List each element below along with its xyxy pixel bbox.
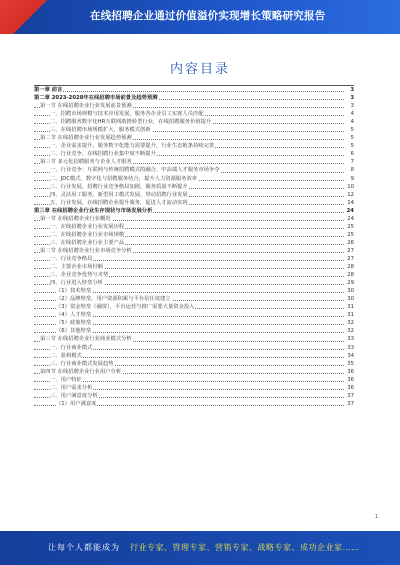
toc-entry-label: （2）品牌壁垒，用户资源积累与平台信任度建立 [56, 296, 171, 303]
toc-entry-label: 一、行业商业模式 [50, 344, 93, 351]
toc-entry[interactable] [34, 150, 354, 158]
report-title: 在线招聘企业通过价值溢价实现增长策略研究报告 [90, 10, 326, 22]
toc-entry[interactable] [34, 231, 354, 239]
toc-entry-page: 4 [350, 119, 354, 126]
toc-entry-page: 32 [347, 328, 354, 335]
toc-entry-page: 29 [347, 280, 354, 287]
toc-entry[interactable] [34, 223, 354, 231]
toc-entry-label: 四、灵活用工服务，新型用工模式发展，带动招聘行业发展 [50, 191, 188, 198]
page-number: 1 [374, 514, 378, 520]
toc-entry[interactable] [34, 199, 354, 207]
toc-entry-page: 7 [350, 159, 354, 166]
toc-entry-label: 第一节 在线招聘企业行业概况 [40, 215, 111, 222]
toc-entry[interactable] [34, 311, 354, 319]
toc-entry-label: 第三节 多元化招聘服务与企业人才服务 [40, 159, 132, 166]
toc-entry-page: 26 [347, 239, 354, 246]
toc-entry-page: 3 [350, 87, 354, 93]
toc-entry-page: 12 [347, 191, 354, 198]
toc-entry[interactable] [34, 110, 354, 118]
toc-entry-page: 37 [347, 400, 354, 407]
toc-entry-page: 14 [347, 199, 354, 206]
toc-entry-label: 三、行业发展，招聘行业竞争格局加剧，服务质量不断提升 [50, 183, 188, 190]
toc-entry[interactable] [34, 319, 354, 327]
toc-leader-dots [34, 91, 344, 92]
toc-entry-page: 4 [350, 111, 354, 118]
toc-entry-label: 第二节 在线招聘企业行业发展趋势预测 [40, 135, 132, 142]
toc-entry[interactable] [34, 118, 354, 126]
toc-entry[interactable] [34, 384, 354, 392]
toc-entry-label: 一、在线招聘企业行业发展历程 [50, 223, 125, 230]
toc-entry-page: 33 [347, 336, 354, 343]
toc-entry[interactable] [34, 295, 354, 303]
toc-entry-page: 5 [350, 135, 354, 142]
footer-roles: 行业专家、管理专家、营销专家、战略专家、成功企业家…… [130, 543, 360, 552]
toc-entry-label: （3）资金壁垒（融资），平台运营与推广需要大量资金投入 [56, 304, 195, 311]
toc-entry-label: 二、主要企业市场份额 [50, 264, 103, 271]
header-red-stripe [0, 0, 52, 34]
toc-entry[interactable] [34, 335, 354, 343]
toc-entry-label: 四、行业进入壁垒分析 [50, 280, 103, 287]
toc-entry[interactable] [34, 303, 354, 311]
toc-entry[interactable] [34, 287, 354, 295]
toc-entry[interactable] [34, 352, 354, 360]
toc-entry-label: （4）人才壁垒 [56, 312, 92, 319]
toc-entry[interactable] [34, 158, 354, 166]
toc-entry[interactable] [34, 191, 354, 199]
toc-entry-page: 37 [347, 392, 354, 399]
toc-entry-label: 二、JDC模式，数字化与招聘服务结合，提升人力资源服务效率 [50, 175, 198, 182]
toc-entry-label: 三、行业商业模式发展趋势 [50, 360, 114, 367]
toc-entry-page: 3 [350, 103, 354, 110]
toc-entry-label: 三、在线招聘企业行业主要产品 [50, 239, 125, 246]
table-of-contents [34, 85, 354, 408]
toc-entry-page: 36 [347, 368, 354, 375]
toc-entry-page: 6 [350, 151, 354, 158]
toc-entry-label: 一、招聘市场规模与技术应用发展，服务各企业员工实现人员匹配 [50, 111, 204, 118]
toc-entry-label: 第二节 在线招聘企业行业市场竞争分析 [40, 247, 132, 254]
toc-entry-label: 二、在线招聘企业行业市场规模 [50, 231, 125, 238]
toc-entry-label: 第二章 2023-2028年在线招聘市场前景及趋势预测 [34, 95, 158, 102]
toc-entry-label: 一、行业竞争格局 [50, 255, 93, 262]
toc-entry[interactable] [34, 166, 354, 174]
toc-entry[interactable] [34, 392, 354, 400]
toc-entry-label: 第三章 在线招聘企业行业生存现状与市场发展分析 [34, 207, 153, 214]
toc-entry[interactable] [34, 94, 354, 102]
toc-entry[interactable] [34, 271, 354, 279]
toc-entry[interactable] [34, 239, 354, 247]
toc-entry[interactable] [34, 175, 354, 183]
toc-entry-page: 31 [347, 312, 354, 319]
toc-entry-page: 3 [350, 95, 354, 102]
toc-entry-label: （1）用户满意度 [56, 400, 97, 407]
toc-entry[interactable] [34, 255, 354, 263]
toc-entry-label: 二、招聘服务数字化HR互联网助推转型行业，在线招聘服务价值提升 [50, 119, 212, 126]
toc-title: 内容目录 [169, 62, 230, 77]
toc-entry-page: 8 [350, 167, 354, 174]
toc-entry[interactable] [34, 207, 354, 215]
toc-entry-label: 三、用户满意度分析 [50, 392, 98, 399]
toc-entry-page: 35 [347, 360, 354, 367]
footer-slogan: 让每个人都能成为 [48, 543, 120, 552]
toc-entry[interactable] [34, 279, 354, 287]
toc-entry[interactable] [34, 263, 354, 271]
toc-entry-page: 27 [347, 247, 354, 254]
toc-entry-label: 二、行业竞争，在线招聘行业集中度不断提升 [50, 151, 156, 158]
toc-entry-page: 5 [350, 143, 354, 150]
toc-entry-label: 第一章 前言 [34, 87, 63, 93]
toc-entry-label: （1）技术壁垒 [56, 288, 92, 295]
toc-entry-page: 24 [347, 215, 354, 222]
toc-entry[interactable] [34, 134, 354, 142]
toc-entry-page: 32 [347, 320, 354, 327]
toc-entry[interactable] [34, 215, 354, 223]
header-banner [0, 0, 400, 34]
toc-entry[interactable] [34, 85, 354, 94]
footer-banner [0, 531, 400, 565]
toc-entry-page: 27 [347, 255, 354, 262]
toc-entry[interactable] [34, 102, 354, 110]
toc-entry-page: 33 [347, 344, 354, 351]
toc-entry[interactable] [34, 376, 354, 384]
toc-entry-page: 28 [347, 272, 354, 279]
toc-entry[interactable] [34, 327, 354, 335]
toc-entry[interactable] [34, 126, 354, 134]
toc-entry[interactable] [34, 247, 354, 255]
toc-entry-page: 30 [347, 296, 354, 303]
toc-entry-label: 二、用户需求分析 [50, 384, 93, 391]
toc-entry-label: 三、企业竞争优势与劣势 [50, 272, 109, 279]
toc-entry[interactable] [34, 142, 354, 150]
toc-entry[interactable] [34, 183, 354, 191]
toc-entry-page: 25 [347, 231, 354, 238]
toc-entry-label: 一、企业需求提升，服务数字化能力需要提升，行业生态链条持续完善 [50, 143, 215, 150]
toc-entry-label: 三、在线招聘市场规模扩大，服务模式创新 [50, 127, 151, 134]
toc-entry-label: （6）其他壁垒 [56, 328, 92, 335]
toc-entry-label: 五、行业发展，在线招聘企业提升服务，促进人才流动实现 [50, 199, 188, 206]
toc-entry-label: 第四节 在线招聘企业行业用户分析 [40, 368, 122, 375]
toc-entry-page: 5 [350, 127, 354, 134]
toc-entry-page: 25 [347, 223, 354, 230]
toc-entry-label: 一、用户特征 [50, 376, 82, 383]
toc-entry-page: 24 [346, 207, 354, 214]
toc-entry[interactable] [34, 368, 354, 376]
toc-entry[interactable] [34, 400, 354, 408]
toc-entry-page: 28 [347, 264, 354, 271]
toc-entry-page: 31 [347, 304, 354, 311]
toc-entry-page: 34 [347, 352, 354, 359]
toc-entry[interactable] [34, 360, 354, 368]
toc-entry-label: 第一节 在线招聘企业行业发展前景预测 [40, 103, 132, 110]
toc-entry-page: 9 [350, 175, 354, 182]
toc-entry-label: 第三节 在线招聘企业行业商业模式分析 [40, 336, 132, 343]
toc-entry[interactable] [34, 344, 354, 352]
toc-entry-page: 36 [347, 384, 354, 391]
toc-entry-label: 二、盈利模式 [50, 352, 82, 359]
toc-entry-label: （5）政策壁垒 [56, 320, 92, 327]
toc-entry-page: 30 [347, 288, 354, 295]
toc-entry-label: 一、行业竞争：互联网与传统招聘模式的融合，中高端人才服务市场争夺 [50, 167, 220, 174]
toc-entry-page: 36 [347, 376, 354, 383]
toc-entry-page: 10 [347, 183, 354, 190]
